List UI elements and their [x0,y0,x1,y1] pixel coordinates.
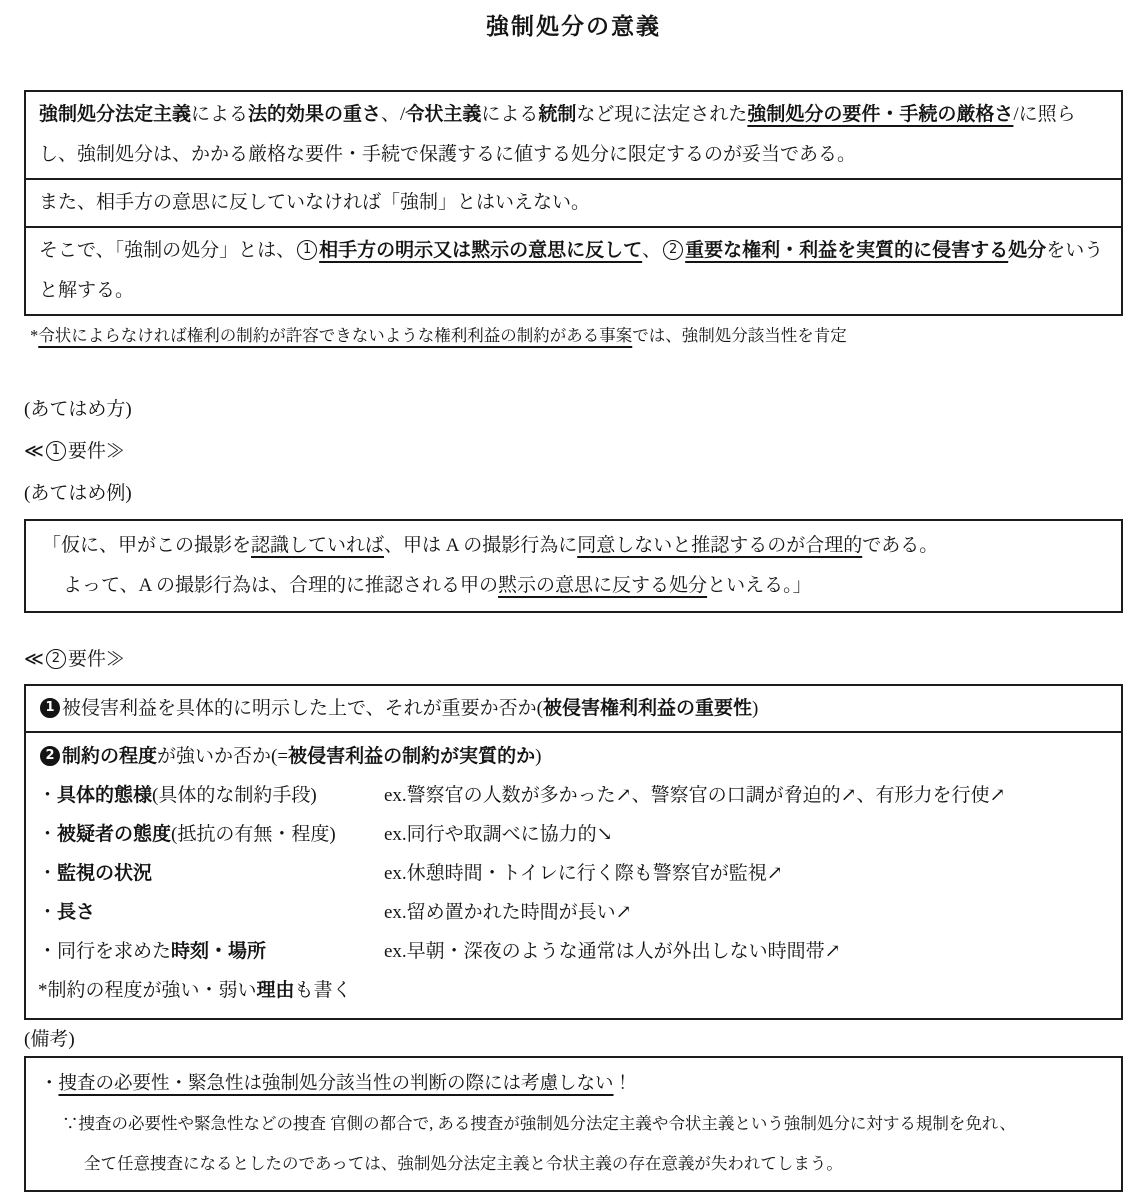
factor-term: ・同行を求めた時刻・場所 [38,941,267,962]
circled-number-1-icon: 1 [46,441,66,461]
example-line-1: 「仮に、甲がこの撮影を認識していれば、甲は A の撮影行為に同意しないと推認するのが合理的である。 [42,535,939,556]
note-after-definition: *令状によらなければ権利の制約が許容できないような権利利益の制約がある事案では、強制処分該当性を肯定 [30,326,847,345]
remark-line-2: ∵捜査の必要性や緊急性などの捜査 官側の都合で, ある捜査が強制処分法定主義や令状主義という強制処分に対する規制を免れ、 [62,1114,1016,1133]
factor-row [38,893,1109,932]
section-label-requirement-1: ≪ 1 要件≫ [24,441,125,462]
factor-row [38,815,1109,854]
circled-number-2-icon: 2 [40,746,60,766]
criteria-note: *制約の程度が強い・弱い理由も書く [38,980,352,1001]
factor-row [38,854,1109,893]
definition-row-conclusion: そこで、「強制の処分」とは、 1 相手方の明示又は黙示の意思に反して、 2 重要な権利・利益を実質的に侵害する処分をいうと解する。 [26,226,1121,314]
factor-term: ・被疑者の態度(抵抗の有無・程度) [38,824,336,845]
factor-term: ・長さ [38,902,96,923]
section-label-biko: (備考) [24,1029,75,1050]
example-line-2: よって、A の撮影行為は、合理的に推認される甲の黙示の意思に反する処分といえる。」 [63,575,812,596]
definition-row-principles: 強制処分法定主義による法的効果の重さ、/令状主義による統制など現に法定された強制処分の要件・手続の厳格さ/に照らし、強制処分は、かかる厳格な要件・手続で保護するに値する処分に限定するのが妥当である。 [39,104,1076,165]
remark-line-3: 全て任意捜査になるとしたのであっては、強制処分法定主義と令状主義の存在意義が失われてしまう。 [84,1154,843,1173]
circled-number-1-icon: 1 [40,698,60,718]
remark-line-1: ・捜査の必要性・緊急性は強制処分該当性の判断の際には考慮しない！ [40,1074,633,1094]
factor-row [38,932,1109,971]
factor-example: ex.警察官の人数が多かった↗、警察官の口調が脅迫的↗、有形力を行使↗ [384,785,1006,806]
factor-term: ・監視の状況 [38,863,153,884]
criteria-row-importance: 1 被侵害利益を具体的に明示した上で、それが重要か否か(被侵害権利利益の重要性) [26,686,1121,733]
factor-example: ex.早朝・深夜のような通常は人が外出しない時間帯↗ [384,941,841,962]
section-label-atehame-example: (あてはめ例) [24,483,132,504]
circled-number-2-icon: 2 [46,649,66,669]
section-label-requirement-2: ≪ 2 要件≫ [24,649,125,670]
factor-row [38,776,1109,815]
example-box [24,519,1123,613]
factor-example: ex.休憩時間・トイレに行く際も警察官が監視↗ [384,863,783,884]
section-label-stack [24,389,1123,515]
circled-number-2-icon: 2 [663,240,683,260]
criteria-row-degree: 2 制約の程度が強いか否か(=被侵害利益の制約が実質的か) [38,737,1109,776]
definition-box [24,90,1123,316]
circled-number-1-icon: 1 [297,240,317,260]
criteria-box [24,684,1123,1020]
remarks-box [24,1056,1123,1192]
factor-example: ex.同行や取調べに協力的↘ [384,824,613,845]
page-title: 強制処分の意義 [486,14,661,39]
section-label-atehame-method: (あてはめ方) [24,399,132,420]
criteria-group-degree [26,733,1121,1018]
factor-term: ・具体的態様(具体的な制約手段) [38,785,317,806]
factor-example: ex.留め置かれた時間が長い↗ [384,902,632,923]
definition-row-consent: また、相手方の意思に反していなければ「強制」とはいえない。 [26,178,1121,226]
